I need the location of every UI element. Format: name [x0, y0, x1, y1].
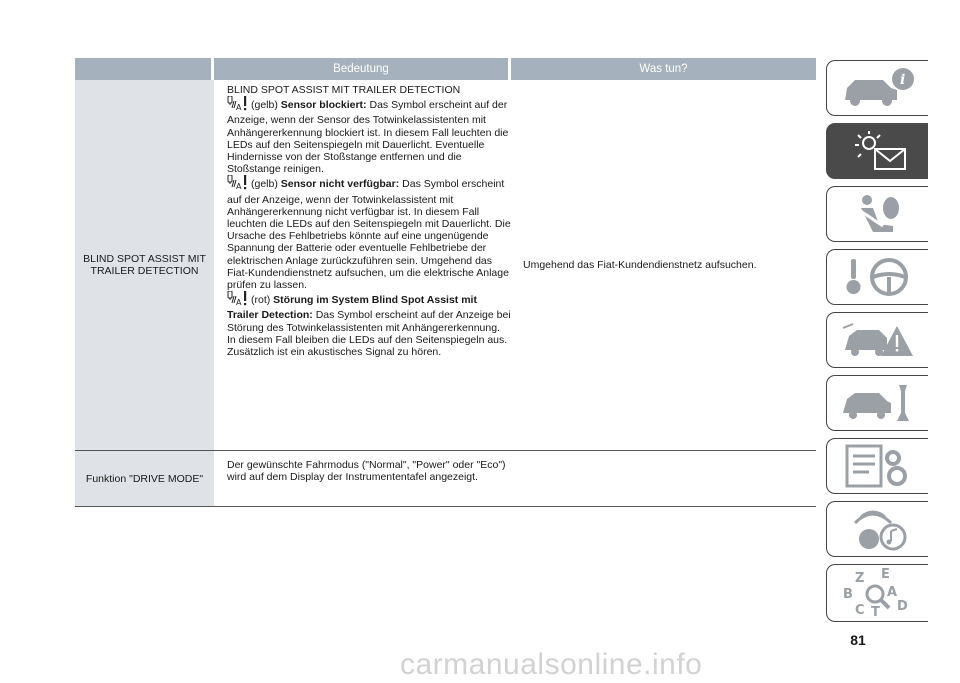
row-label: Funktion "DRIVE MODE"	[75, 451, 214, 506]
airbag-seat-icon	[839, 192, 917, 236]
tab-multimedia[interactable]	[826, 501, 928, 557]
table-header	[75, 58, 816, 80]
tab-starting-driving[interactable]	[826, 249, 928, 305]
header-empty	[75, 58, 211, 80]
index-letter-d: D	[896, 599, 908, 614]
tab-warning-lights[interactable]	[826, 123, 928, 179]
page-number: 81	[850, 632, 866, 648]
svg-text:i: i	[899, 72, 905, 88]
tab-safety[interactable]	[826, 186, 928, 242]
car-info-icon	[839, 66, 917, 110]
watermark: carmanualsonline.info	[400, 648, 703, 681]
index-letter-c: C	[854, 603, 865, 618]
meaning-block-system-fault: A (rot) Störung im System Blind Spot Assist mit Trailer Detection: Das Symbol erscheint auf der Anzeige bei Störung des Totwinkelassistenten mit Anhängererkennung. In diesem Fall bleiben die LEDs auf den Seitenspiegeln aus. Zusätzlich ist ein akustisches Signal zu hören.	[227, 291, 511, 358]
blind-spot-warning-icon	[227, 175, 249, 193]
row-meaning	[214, 80, 511, 450]
warning-light-message-icon	[839, 129, 917, 173]
car-breakdown-warning-icon	[839, 318, 917, 362]
tab-index[interactable]	[826, 564, 928, 622]
multimedia-music-icon	[839, 507, 917, 551]
meaning-block-sensor-blocked: A (gelb) Sensor blockiert: Das Symbol erscheint auf der Anzeige, wenn der Sensor des Totwinkelassistenten mit Anhängererkennung blockiert ist. In diesem Fall leuchten die LEDs auf den Seitenspiegeln mit Dauerlicht. Eventuelle Hindernisse von der Stoßstange entfernen und die Stoßstange reinigen.	[227, 96, 511, 175]
index-letter-z: Z	[854, 571, 864, 586]
meaning-title: BLIND SPOT ASSIST MIT TRAILER DETECTION	[227, 84, 461, 96]
car-wrench-icon	[839, 381, 917, 425]
index-letter-e: E	[880, 568, 890, 582]
tab-maintenance[interactable]	[826, 375, 928, 431]
index-letter-a: A	[886, 585, 897, 600]
header-was-tun: Was tun?	[511, 58, 816, 80]
info-table	[75, 58, 816, 507]
table-row	[75, 80, 816, 451]
header-bedeutung: Bedeutung	[214, 58, 508, 80]
svg-text:A: A	[236, 182, 242, 191]
tab-technical-data[interactable]	[826, 438, 928, 494]
row-label: BLIND SPOT ASSIST MIT TRAILER DETECTION	[75, 80, 214, 450]
table-row	[75, 451, 816, 507]
index-letter-b: B	[842, 587, 853, 602]
row-meaning: Der gewünschte Fahrmodus ("Normal", "Power" oder "Eco") wird auf dem Display der Instrumententafel angezeigt.	[227, 459, 506, 484]
document-gear-icon	[839, 444, 917, 488]
blind-spot-warning-icon	[227, 96, 249, 114]
blind-spot-fault-icon	[227, 291, 249, 309]
key-steering-wheel-icon	[839, 255, 917, 299]
tab-car-info[interactable]	[826, 60, 928, 116]
index-letter-t: T	[870, 605, 880, 618]
meaning-block-sensor-unavailable: A (gelb) Sensor nicht verfügbar: Das Symbol erscheint auf der Anzeige, wenn der Totwinkelassistent mit Anhängererkennung nicht verfügbar ist. In diesem Fall leuchten die LEDs auf den Seitenspiegeln mit Dauerlicht. Die Ursache des Fehlbetriebs könnte auf eine ungenügende Spannung der Batterie oder eventuelle Fehlbetriebe der elektrischen Anlage zurückzuführen sein. Umgehend das Fiat-Kundendienstnetz aufsuchen, um die elektrische Anlage prüfen zu lassen.	[227, 175, 511, 291]
svg-text:A: A	[236, 103, 242, 112]
row-action	[511, 451, 816, 506]
row-action: Umgehend das Fiat-Kundendienstnetz aufsuchen.	[523, 259, 757, 271]
alphabetical-index-icon	[839, 568, 917, 618]
svg-text:A: A	[236, 298, 242, 307]
tab-emergency[interactable]	[826, 312, 928, 368]
